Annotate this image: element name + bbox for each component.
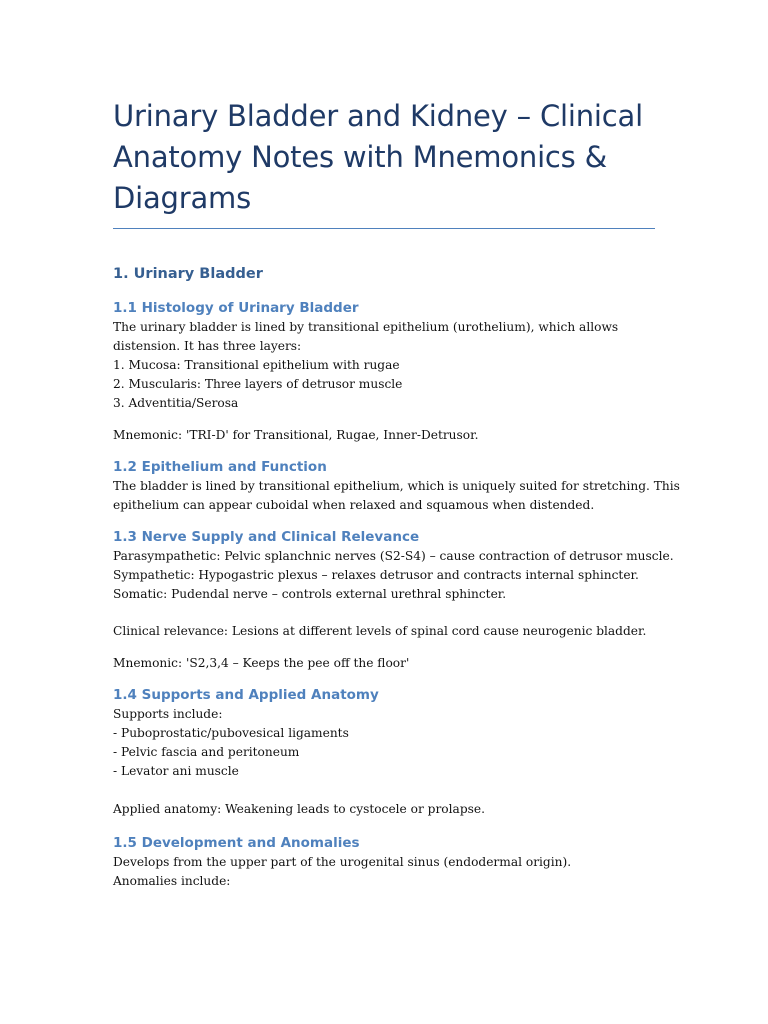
subsection-heading-supports: 1.4 Supports and Applied Anatomy [113, 687, 379, 703]
text-line: Mnemonic: 'TRI-D' for Transitional, Rugae, Inner-Detrusor. [113, 428, 479, 442]
text-line: The urinary bladder is lined by transitional epithelium (urothelium), which allows [113, 320, 619, 334]
document-page [113, 96, 680, 891]
nerve-supply-mnemonic [113, 654, 658, 673]
section-heading-urinary-bladder: 1. Urinary Bladder [113, 266, 263, 282]
applied-anatomy-paragraph [113, 800, 658, 819]
document-title [113, 96, 658, 219]
text-line: Sympathetic: Hypogastric plexus – relaxes detrusor and contracts internal sphincter. [113, 568, 639, 582]
subsection-heading-nerve-supply: 1.3 Nerve Supply and Clinical Relevance [113, 529, 420, 545]
text-line: Develops from the upper part of the urogenital sinus (endodermal origin). [113, 855, 572, 869]
histology-paragraph [113, 318, 658, 413]
nerve-supply-paragraph [113, 547, 674, 604]
text-line: epithelium can appear cuboidal when relaxed and squamous when distended. [113, 498, 595, 512]
text-line: Applied anatomy: Weakening leads to cystocele or prolapse. [113, 802, 485, 816]
epithelium-paragraph [113, 477, 680, 515]
text-line: 2. Muscularis: Three layers of detrusor muscle [113, 377, 403, 391]
text-line: - Puboprostatic/pubovesical ligaments [113, 726, 349, 740]
subsection-heading-development: 1.5 Development and Anomalies [113, 835, 360, 851]
text-line: Clinical relevance: Lesions at different levels of spinal cord cause neurogenic bladder. [113, 624, 647, 638]
text-line: The bladder is lined by transitional epithelium, which is uniquely suited for stretching. This [113, 479, 680, 493]
subsection-heading-epithelium: 1.2 Epithelium and Function [113, 459, 327, 475]
subsection-heading-histology: 1.1 Histology of Urinary Bladder [113, 300, 359, 316]
text-line: 1. Mucosa: Transitional epithelium with rugae [113, 358, 400, 372]
text-line: 3. Adventitia/Serosa [113, 396, 239, 410]
text-line: distension. It has three layers: [113, 339, 302, 353]
text-line: Supports include: [113, 707, 223, 721]
title-line: Urinary Bladder and Kidney – Clinical [113, 99, 643, 133]
text-line: - Pelvic fascia and peritoneum [113, 745, 300, 759]
title-line: Anatomy Notes with Mnemonics & [113, 140, 608, 174]
clinical-relevance-paragraph [113, 622, 658, 641]
text-line: - Levator ani muscle [113, 764, 239, 778]
development-paragraph [113, 853, 658, 891]
text-line: Parasympathetic: Pelvic splanchnic nerves (S2-S4) – cause contraction of detrusor muscle. [113, 549, 674, 563]
text-line: Anomalies include: [113, 874, 231, 888]
text-line: Somatic: Pudendal nerve – controls external urethral sphincter. [113, 587, 507, 601]
text-line: Mnemonic: 'S2,3,4 – Keeps the pee off the floor' [113, 656, 410, 670]
title-line: Diagrams [113, 181, 252, 215]
histology-mnemonic [113, 426, 658, 445]
title-divider [113, 228, 655, 229]
supports-paragraph [113, 705, 658, 781]
